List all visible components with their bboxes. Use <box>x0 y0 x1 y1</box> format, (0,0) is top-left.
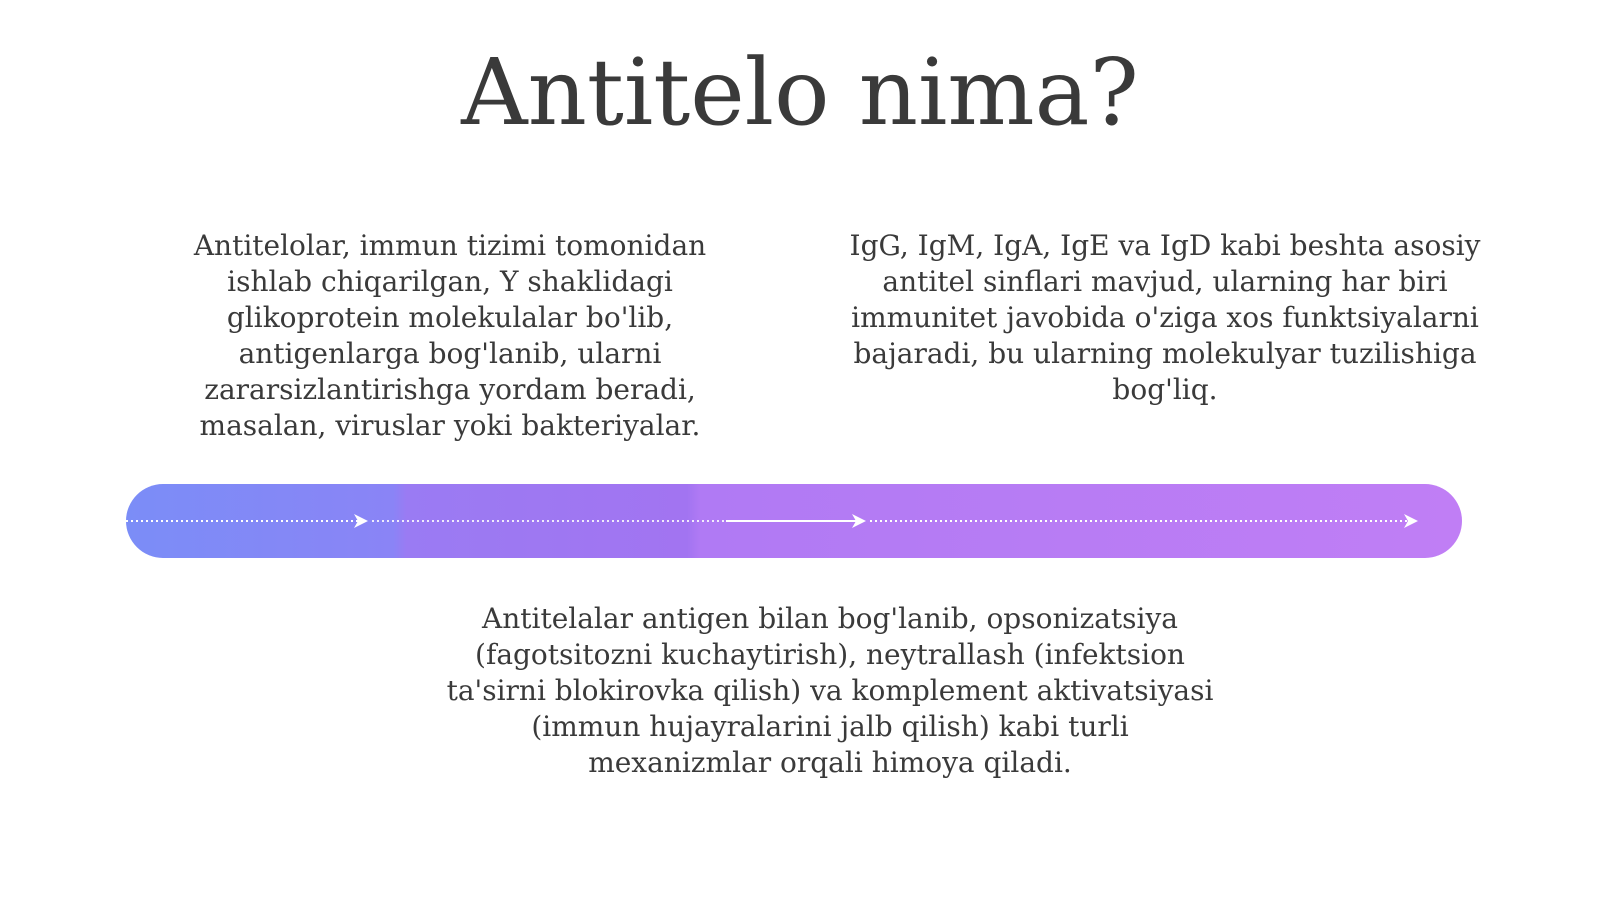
page-title: Antitelo nima? <box>461 39 1139 146</box>
definition-paragraph: Antitelolar, immun tizimi tomonidan ishlab chiqarilgan, Y shaklidagi glikoprotein molekulalar bo'lib, antigenlarga bog'lanib, ularni zararsizlantirishga yordam beradi, masalan, viruslar yoki bakteriyalar. <box>193 229 707 442</box>
mechanisms-paragraph: Antitelalar antigen bilan bog'lanib, opsonizatsiya (fagotsitozni kuchaytirish), neytrallash (infektsion ta'sirni blokirovka qilish) va komplement aktivatsiyasi (immun hujayralarini jalb qilish) kabi turli mexanizmlar orqali himoya qiladi. <box>446 602 1214 779</box>
antibody-classes-paragraph: IgG, IgM, IgA, IgE va IgD kabi beshta asosiy antitel sinflari mavjud, ularning har biri immunitet javobida o'ziga xos funktsiyalarni bajaradi, bu ularning molekulyar tuzilishiga bog'liq. <box>849 229 1481 406</box>
timeline-bar <box>126 484 1462 558</box>
timeline-graphic <box>126 484 1462 558</box>
